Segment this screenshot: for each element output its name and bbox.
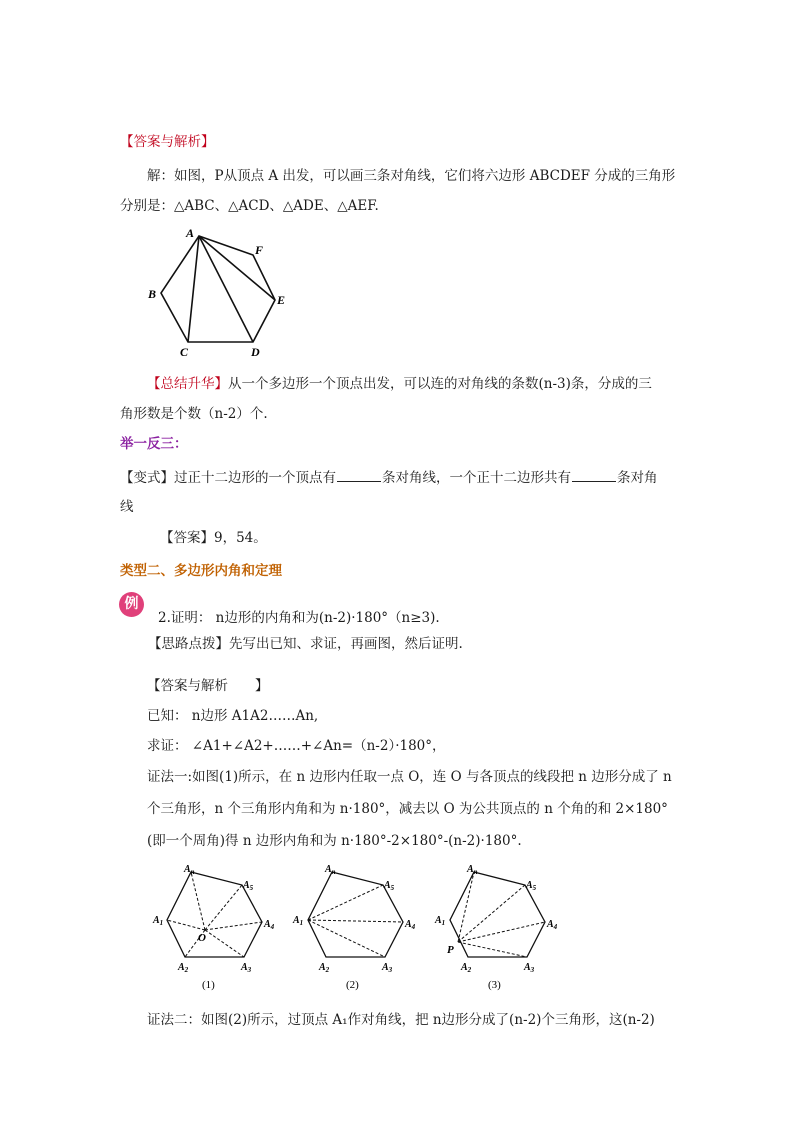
- fig2-A1: $A_1$: [293, 915, 304, 927]
- type2-heading: 类型二、多边形内角和定理: [120, 563, 282, 579]
- variant-line-2: 线: [120, 499, 134, 515]
- fig3-An: $A_n$: [467, 864, 478, 876]
- label-A: A: [186, 226, 195, 240]
- fig1-A1: $A_1$: [153, 915, 164, 927]
- variant-part-2: 条对角线，一个正十二边形共有: [382, 470, 571, 486]
- extend-heading: 举一反三：: [120, 436, 188, 452]
- fig1-An: $A_n$: [184, 864, 195, 876]
- fig3-A5: $A_5$: [526, 880, 537, 892]
- caption-2: (2): [346, 979, 359, 991]
- label-F: F: [255, 243, 264, 257]
- label-E: E: [277, 293, 286, 307]
- caption-3: (3): [488, 979, 501, 991]
- variant-answer-tag: 【答案】: [160, 530, 214, 546]
- method1-line-3: (即一个周角)得 n 边形内角和为 n·180°-2×180°-(n-2)·180°.: [147, 833, 522, 849]
- example-badge: 例: [119, 592, 144, 617]
- fig3-A4: $A_4$: [547, 919, 558, 931]
- variant-line-1: [120, 468, 658, 488]
- summary-text: 从一个多边形一个顶点出发，可以连的对角线的条数(n-3)条，分成的三: [228, 376, 652, 392]
- label-D: D: [251, 345, 260, 359]
- hexagon-figure: [140, 222, 300, 362]
- variant-part-3: 条对角: [617, 470, 658, 486]
- label-C: C: [180, 345, 189, 359]
- given-line: 已知： n边形 A1A2……An,: [147, 708, 319, 724]
- fig1-O: O: [198, 932, 206, 944]
- fig3-A1: $A_1$: [435, 915, 446, 927]
- fig2-A3: $A_3$: [382, 962, 393, 974]
- solution-line-2: 分别是：△ABC、△ACD、△ADE、△AEF.: [120, 198, 379, 214]
- hint-tag: 【思路点拨】: [148, 636, 229, 652]
- prove-line: 求证： ∠A1+∠A2+……+∠An=（n-2）·180°，: [147, 738, 446, 754]
- fig3-P: P: [447, 944, 454, 956]
- variant-answer-text: 9，54。: [214, 530, 267, 546]
- method1-line-2: 个三角形，n 个三角形内角和为 n·180°，减去以 O 为公共顶点的 n 个角的和 2×180°: [147, 801, 668, 817]
- fig3-A2: $A_2$: [461, 962, 472, 974]
- answer-heading: 【答案与解析】: [120, 134, 215, 150]
- summary-line-1: [147, 374, 652, 394]
- hint-text: 先写出已知、求证，再画图，然后证明.: [229, 636, 463, 652]
- summary-tag: 【总结升华】: [147, 376, 228, 392]
- blank-1: [337, 468, 381, 482]
- summary-line-2: 角形数是个数（n-2）个.: [120, 406, 268, 422]
- fig1-A3: $A_3$: [241, 962, 252, 974]
- solution-line-1: 解：如图，P从顶点 A 出发，可以画三条对角线，它们将六边形 ABCDEF 分成的三角形: [147, 168, 676, 184]
- fig3-A3: $A_3$: [524, 962, 535, 974]
- fig2-A4: $A_4$: [405, 919, 416, 931]
- polygon-figures: [140, 860, 580, 995]
- answer-heading-2: 【答案与解析 】: [147, 678, 269, 694]
- method1-line-1: 证法一:如图(1)所示，在 n 边形内任取一点 O，连 O 与各顶点的线段把 n 边形分成了 n: [147, 769, 672, 785]
- caption-1: (1): [202, 979, 215, 991]
- variant-tag: 【变式】: [120, 470, 174, 486]
- fig1-A2: $A_2$: [178, 962, 189, 974]
- fig1-A4: $A_4$: [264, 919, 275, 931]
- method2-line: 证法二：如图(2)所示，过顶点 A₁作对角线，把 n边形分成了(n-2)个三角形，这(n-2): [147, 1012, 655, 1028]
- blank-2: [572, 468, 616, 482]
- variant-part-1: 过正十二边形的一个顶点有: [174, 470, 336, 486]
- fig1-A5: $A_5$: [243, 880, 254, 892]
- fig2-An: $A_n$: [325, 864, 336, 876]
- example-text: 2.证明： n边形的内角和为(n-2)·180°（n≥3).: [158, 610, 440, 626]
- hint-line: [148, 634, 463, 654]
- label-B: B: [148, 287, 157, 301]
- fig2-A2: $A_2$: [319, 962, 330, 974]
- fig2-A5: $A_5$: [384, 880, 395, 892]
- variant-answer: [160, 528, 267, 548]
